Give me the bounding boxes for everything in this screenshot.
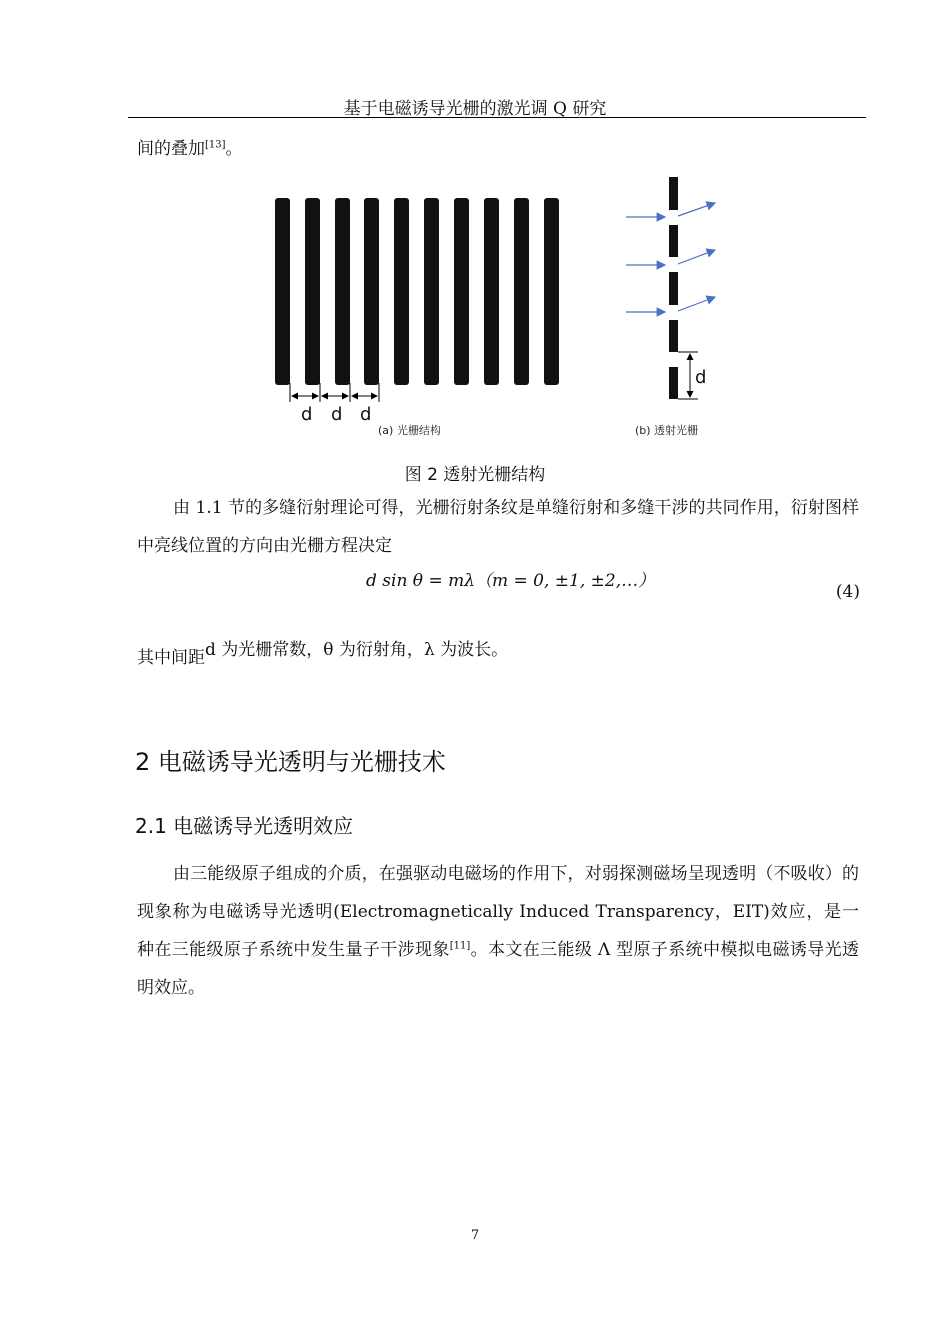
symbol-definitions [137, 640, 509, 668]
running-header: 基于电磁诱导光栅的激光调 Q 研究 [343, 99, 607, 119]
page-number: 7 [470, 1228, 480, 1243]
grating-equation: d sin θ = mλ（m = 0, ±1, ±2,…） [366, 571, 656, 591]
slit-wall [669, 225, 678, 257]
d-label-1: d [301, 404, 313, 425]
grating-bar [305, 198, 320, 385]
figure-2 [260, 170, 730, 442]
grating-paragraph: 由 1.1 节的多缝衍射理论可得，光栅衍射条纹是单缝衍射和多缝干涉的共同作用，衍射图样中亮线位置的方向由光栅方程决定 [137, 498, 859, 556]
d-definition: d 为光栅常数， [205, 640, 324, 660]
grating-bar [544, 198, 559, 385]
grating-bar [454, 198, 469, 385]
grating-bar [335, 198, 350, 385]
eit-paragraph [137, 855, 859, 1007]
subcaption-b: (b) 透射光栅 [635, 424, 699, 437]
grating-bar [484, 198, 499, 385]
d-label-3: d [360, 404, 372, 425]
continuation-paragraph [137, 130, 243, 168]
section-heading: 2 电磁诱导光透明与光栅技术 [135, 748, 446, 776]
equation-number: (4) [835, 582, 860, 602]
grating-bar [394, 198, 409, 385]
slit-wall [669, 177, 678, 210]
slit-wall [669, 367, 678, 399]
grating-bars [275, 198, 559, 385]
lambda-definition: λ 为波长。 [423, 640, 509, 660]
figure-caption: 图 2 透射光栅结构 [404, 465, 546, 485]
d-label-b: d [695, 367, 707, 388]
subcaption-a: (a) 光栅结构 [378, 424, 441, 437]
subsection-heading: 2.1 电磁诱导光透明效应 [135, 814, 354, 838]
slit-wall [669, 320, 678, 352]
citation: [11] [449, 940, 471, 952]
d-label-2: d [331, 404, 343, 425]
where-prefix: 其中间距 [137, 648, 205, 668]
theta-definition: θ 为衍射角， [323, 640, 424, 660]
grating-bar [275, 198, 290, 385]
grating-bar [514, 198, 529, 385]
continuation-text: 间的叠加 [137, 139, 205, 159]
grating-bar [364, 198, 379, 385]
eit-text-2: 。本文在三能级 Λ 型原子系统中模拟电磁诱导光透明效应。 [137, 940, 859, 998]
header-rule [128, 117, 866, 118]
grating-bar [424, 198, 439, 385]
grating-figure [260, 170, 730, 442]
slit-wall [669, 272, 678, 305]
period-dimensions [290, 383, 379, 402]
period: 。 [225, 139, 243, 159]
eit-text-1: 由三能级原子组成的介质，在强驱动电磁场的作用下，对弱探测磁场呈现透明（不吸收）的现象称为电磁诱导光透明(Electromagnetically Induced Transparency，EIT)效应，是一种在三能级原子系统中发生量子干涉现象 [137, 864, 859, 960]
grating-cross-section [669, 177, 678, 399]
citation: [13] [205, 139, 226, 151]
